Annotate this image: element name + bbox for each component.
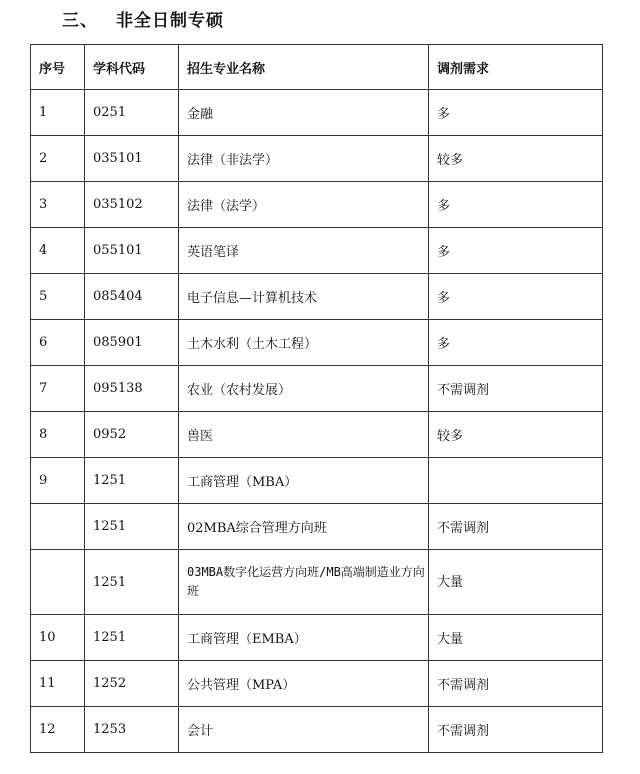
cell-major-name: 工商管理（MBA）	[179, 458, 429, 504]
table-row	[31, 661, 603, 707]
cell-major-name: 金融	[179, 90, 429, 136]
cell-demand: 较多	[429, 412, 603, 458]
table-row	[31, 320, 603, 366]
header-serial: 序号	[31, 45, 85, 90]
section-heading	[62, 6, 224, 31]
section-title: 非全日制专硕	[116, 11, 224, 31]
table-row	[31, 136, 603, 182]
cell-demand: 不需调剂	[429, 707, 603, 753]
cell-code: 1251	[85, 458, 179, 504]
cell-code: 1253	[85, 707, 179, 753]
cell-major-name: 土木水利（土木工程）	[179, 320, 429, 366]
cell-serial: 3	[31, 182, 85, 228]
cell-code: 1251	[85, 504, 179, 550]
cell-major-name: 工商管理（EMBA）	[179, 615, 429, 661]
table-header-row	[31, 45, 603, 90]
table-row	[31, 504, 603, 550]
cell-major-name: 兽医	[179, 412, 429, 458]
header-demand: 调剂需求	[429, 45, 603, 90]
cell-major-name: 英语笔译	[179, 228, 429, 274]
cell-major-name: 03MBA数字化运营方向班/MB高端制造业方向班	[179, 550, 429, 615]
cell-demand: 多	[429, 182, 603, 228]
cell-demand: 不需调剂	[429, 504, 603, 550]
cell-major-name: 电子信息—计算机技术	[179, 274, 429, 320]
table-row	[31, 707, 603, 753]
cell-serial: 7	[31, 366, 85, 412]
cell-code: 1252	[85, 661, 179, 707]
enrollment-table	[30, 44, 603, 753]
section-number: 三、	[62, 11, 98, 31]
cell-major-name: 法律（法学）	[179, 182, 429, 228]
table-row	[31, 615, 603, 661]
cell-serial: 2	[31, 136, 85, 182]
cell-demand: 不需调剂	[429, 366, 603, 412]
cell-serial: 12	[31, 707, 85, 753]
cell-serial: 4	[31, 228, 85, 274]
cell-serial: 8	[31, 412, 85, 458]
cell-major-name: 02MBA综合管理方向班	[179, 504, 429, 550]
cell-demand: 大量	[429, 615, 603, 661]
cell-demand: 多	[429, 274, 603, 320]
cell-code: 035101	[85, 136, 179, 182]
header-major-name: 招生专业名称	[179, 45, 429, 90]
cell-serial: 6	[31, 320, 85, 366]
table-row	[31, 550, 603, 615]
cell-serial: 1	[31, 90, 85, 136]
cell-demand: 较多	[429, 136, 603, 182]
cell-code: 1251	[85, 550, 179, 615]
cell-serial	[31, 550, 85, 615]
cell-serial: 10	[31, 615, 85, 661]
cell-code: 055101	[85, 228, 179, 274]
cell-demand: 不需调剂	[429, 661, 603, 707]
table-row	[31, 412, 603, 458]
cell-code: 1251	[85, 615, 179, 661]
cell-serial: 5	[31, 274, 85, 320]
table-row	[31, 366, 603, 412]
cell-major-name: 法律（非法学）	[179, 136, 429, 182]
cell-code: 085901	[85, 320, 179, 366]
cell-major-name: 农业（农村发展）	[179, 366, 429, 412]
cell-serial: 11	[31, 661, 85, 707]
cell-code: 085404	[85, 274, 179, 320]
table-row	[31, 458, 603, 504]
cell-code: 095138	[85, 366, 179, 412]
cell-major-name: 公共管理（MPA）	[179, 661, 429, 707]
cell-code: 0251	[85, 90, 179, 136]
cell-major-name: 会计	[179, 707, 429, 753]
table-row	[31, 90, 603, 136]
cell-demand	[429, 458, 603, 504]
header-code: 学科代码	[85, 45, 179, 90]
cell-demand: 大量	[429, 550, 603, 615]
cell-code: 0952	[85, 412, 179, 458]
cell-serial	[31, 504, 85, 550]
table-body	[31, 90, 603, 753]
table-row	[31, 182, 603, 228]
cell-demand: 多	[429, 320, 603, 366]
cell-code: 035102	[85, 182, 179, 228]
table-row	[31, 228, 603, 274]
cell-demand: 多	[429, 90, 603, 136]
cell-demand: 多	[429, 228, 603, 274]
table-row	[31, 274, 603, 320]
cell-serial: 9	[31, 458, 85, 504]
